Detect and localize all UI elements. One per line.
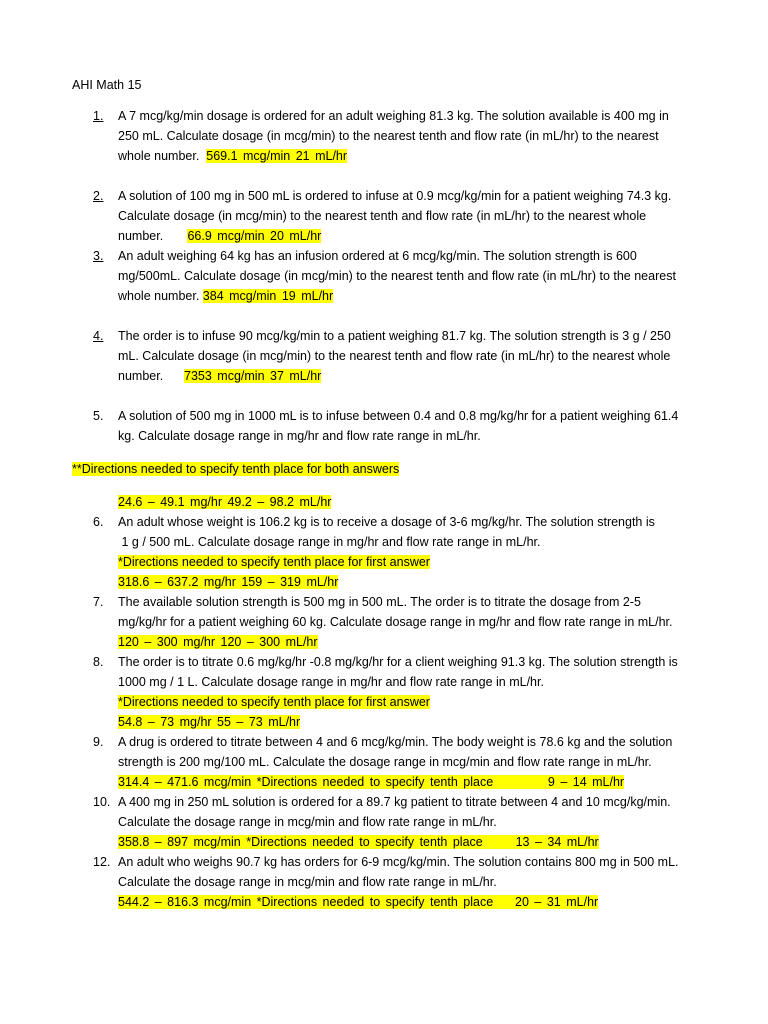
question-3: [93, 246, 703, 306]
question-text-line: whole number.: [118, 149, 200, 163]
question-number: 10.: [93, 795, 111, 809]
question-number: 4.: [93, 329, 104, 343]
question-text-line: A 400 mg in 250 mL solution is ordered for a 89.7 kg patient to titrate between 4 and 10 mcg/kg/min.: [118, 795, 671, 809]
answer-highlight: 569.1 mcg/min 21 mL/hr: [206, 149, 348, 163]
answer-highlight: 54.8 – 73 mg/hr 55 – 73 mL/hr: [118, 715, 301, 729]
question-2: [93, 186, 703, 246]
question-number: 8.: [93, 655, 104, 669]
question-5: [93, 406, 703, 446]
answer-highlight: 314.4 – 471.6 mcg/min *Directions needed to specify tenth place 9 – 14 mL/hr: [118, 775, 625, 789]
question-number: 6.: [93, 515, 104, 529]
question-number: 7.: [93, 595, 104, 609]
question-text-line: An adult whose weight is 106.2 kg is to receive a dosage of 3-6 mg/kg/hr. The solution strength is: [118, 515, 655, 529]
question-text-line: An adult who weighs 90.7 kg has orders for 6-9 mcg/kg/min. The solution contains 800 mg in 500 mL.: [118, 855, 679, 869]
question-text-line: strength is 200 mg/100 mL. Calculate the dosage range in mcg/min and flow rate range in mL/hr.: [118, 755, 652, 769]
page-title: AHI Math 15: [72, 78, 142, 92]
question-8: [93, 652, 703, 732]
question-text-line: A solution of 100 mg in 500 mL is ordered to infuse at 0.9 mcg/kg/min for a patient weighing 74.3 kg.: [118, 189, 672, 203]
question-text-line: number.: [118, 229, 164, 243]
question-text-line: Calculate the dosage range in mcg/min and flow rate range in mL/hr.: [118, 875, 497, 889]
question-text-line: mg/kg/hr for a patient weighing 60 kg. Calculate dosage range in mg/hr and flow rate range in mL/hr.: [118, 615, 673, 629]
question-12: [93, 852, 703, 912]
answer-highlight: 7353 mcg/min 37 mL/hr: [184, 369, 322, 383]
question-text-line: kg. Calculate dosage range in mg/hr and flow rate range in mL/hr.: [118, 429, 481, 443]
question-text-line: mL. Calculate dosage (in mcg/min) to the nearest tenth and flow rate (in mL/hr) to the nearest whole: [118, 349, 671, 363]
answer-highlight: 24.6 – 49.1 mg/hr 49.2 – 98.2 mL/hr: [118, 495, 332, 509]
question-number: 2.: [93, 189, 104, 203]
question-text-line: Calculate dosage (in mcg/min) to the nearest tenth and flow rate (in mL/hr) to the nearest whole: [118, 209, 647, 223]
question-text-line: number.: [118, 369, 164, 383]
question-number: 1.: [93, 109, 104, 123]
question-text-line: Calculate the dosage range in mcg/min and flow rate range in mL/hr.: [118, 815, 497, 829]
question-text-line: 1 g / 500 mL. Calculate dosage range in mg/hr and flow rate range in mL/hr.: [118, 535, 541, 549]
answer-highlight: 120 – 300 mg/hr 120 – 300 mL/hr: [118, 635, 318, 649]
question-number: 5.: [93, 409, 104, 423]
question-text-line: 250 mL. Calculate dosage (in mcg/min) to the nearest tenth and flow rate (in mL/hr) to the nearest: [118, 129, 659, 143]
question-text-line: An adult weighing 64 kg has an infusion ordered at 6 mcg/kg/min. The solution strength is 600: [118, 249, 637, 263]
question-text-line: 1000 mg / 1 L. Calculate dosage range in mg/hr and flow rate range in mL/hr.: [118, 675, 544, 689]
question-text-line: mg/500mL. Calculate dosage (in mcg/min) to the nearest tenth and flow rate (in mL/hr) to the nearest: [118, 269, 676, 283]
question-text-line: whole number.: [118, 289, 200, 303]
note-highlight: *Directions needed to specify tenth place for first answer: [118, 695, 430, 709]
question-number: 9.: [93, 735, 104, 749]
section-note-highlight: **Directions needed to specify tenth place for both answers: [72, 462, 400, 476]
question-text-line: A 7 mcg/kg/min dosage is ordered for an adult weighing 81.3 kg. The solution available is 400 mg in: [118, 109, 669, 123]
question-4: [93, 326, 703, 386]
question-text-line: A solution of 500 mg in 1000 mL is to infuse between 0.4 and 0.8 mg/kg/hr for a patient weighing 61.4: [118, 409, 679, 423]
answer-highlight: 384 mcg/min 19 mL/hr: [202, 289, 334, 303]
answer-highlight: 318.6 – 637.2 mg/hr 159 – 319 mL/hr: [118, 575, 339, 589]
question-text-line: The order is to titrate 0.6 mg/kg/hr -0.8 mg/kg/hr for a client weighing 91.3 kg. The solution strength is: [118, 655, 678, 669]
question-9: [93, 732, 703, 792]
question-7: [93, 592, 703, 652]
question-number: 12.: [93, 855, 111, 869]
answer-highlight: 544.2 – 816.3 mcg/min *Directions needed to specify tenth place 20 – 31 mL/hr: [118, 895, 599, 909]
question-1: [93, 106, 703, 166]
question-10: [93, 792, 703, 852]
question-number: 3.: [93, 249, 104, 263]
question-text-line: A drug is ordered to titrate between 4 and 6 mcg/kg/min. The body weight is 78.6 kg and the solution: [118, 735, 673, 749]
answer-highlight: 66.9 mcg/min 20 mL/hr: [187, 229, 322, 243]
answer-highlight: 358.8 – 897 mcg/min *Directions needed to specify tenth place 13 – 34 mL/hr: [118, 835, 599, 849]
note-highlight: *Directions needed to specify tenth place for first answer: [118, 555, 430, 569]
question-text-line: The order is to infuse 90 mcg/kg/min to a patient weighing 81.7 kg. The solution strength is 3 g / 250: [118, 329, 671, 343]
question-6: [93, 512, 703, 592]
question-text-line: The available solution strength is 500 mg in 500 mL. The order is to titrate the dosage from 2-5: [118, 595, 641, 609]
